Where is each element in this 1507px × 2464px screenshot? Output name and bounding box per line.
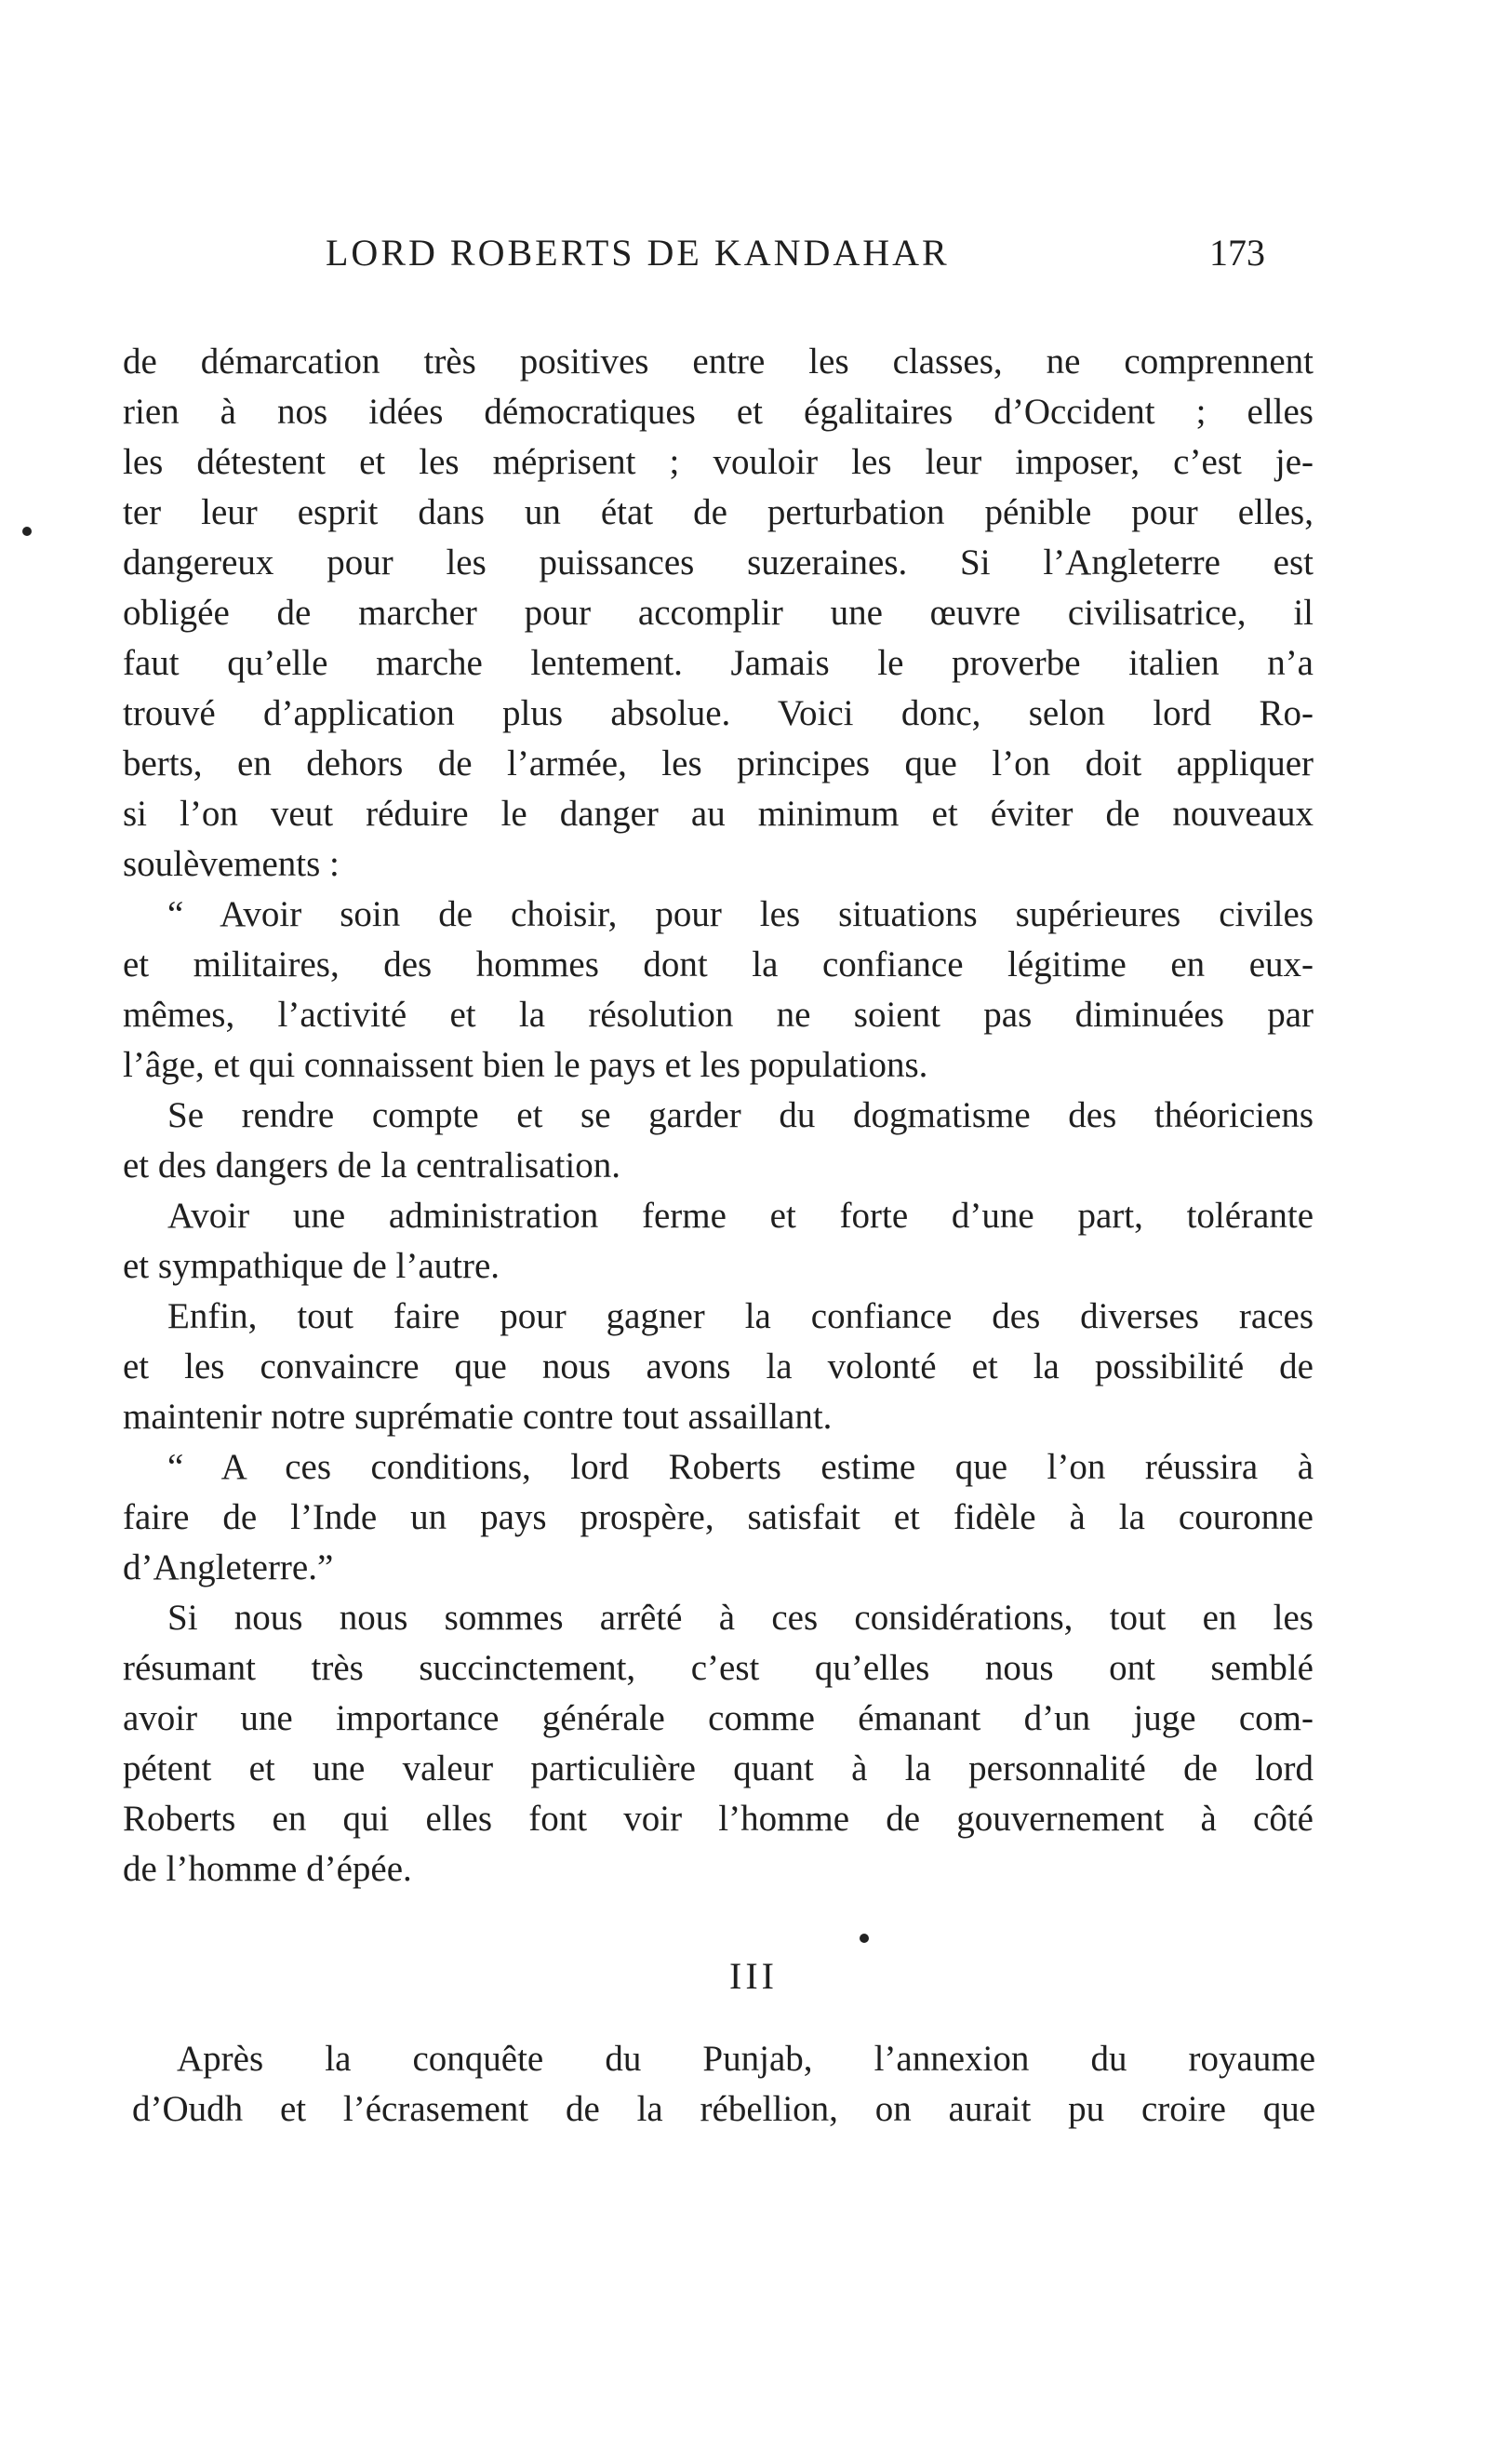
text-line: berts, en dehors de l’armée, les principes que l’on doit appliquer (123, 743, 1314, 783)
text-line: d’Angleterre.” (123, 1547, 334, 1587)
text-line: obligée de marcher pour accomplir une œuvre civilisatrice, il (123, 593, 1314, 633)
text-line: “ A ces conditions, lord Roberts estime que l’on réussira à (167, 1447, 1314, 1487)
text-line: Roberts en qui elles font voir l’homme de gouvernement à côté (123, 1799, 1314, 1839)
text-line: pétent et une valeur particulière quant à la personnalité de lord (123, 1748, 1314, 1788)
text-line: et les convaincre que nous avons la volonté et la possibilité de (123, 1346, 1314, 1386)
margin-mark-dot (22, 527, 32, 536)
text-line: de démarcation très positives entre les classes, ne comprennent (123, 341, 1314, 382)
text-line: maintenir notre suprématie contre tout assaillant. (123, 1397, 833, 1437)
text-line: rien à nos idées démocratiques et égalitaires d’Occident ; elles (123, 392, 1314, 432)
text-line: Enfin, tout faire pour gagner la confiance des diverses races (167, 1296, 1314, 1336)
text-line: et des dangers de la centralisation. (123, 1145, 620, 1185)
main-text (123, 337, 1314, 1895)
section-heading: III (729, 1955, 778, 1997)
text-line: “ Avoir soin de choisir, pour les situations supérieures civiles (167, 894, 1314, 934)
text-line: l’âge, et qui connaissent bien le pays et les populations. (123, 1045, 928, 1085)
text-line: Après la conquête du Punjab, l’annexion du royaume (177, 2039, 1315, 2079)
section-text (132, 2034, 1315, 2135)
text-line: Si nous nous sommes arrêté à ces considérations, tout en les (167, 1598, 1314, 1638)
paragraph (123, 890, 1314, 1091)
text-line: soulèvements : (123, 844, 340, 884)
paragraph (123, 1191, 1314, 1292)
paragraph (123, 1091, 1314, 1191)
text-line: faire de l’Inde un pays prospère, satisfait et fidèle à la couronne (123, 1497, 1314, 1537)
paragraph (123, 337, 1314, 890)
text-line: avoir une importance générale comme émanant d’un juge com- (123, 1698, 1314, 1738)
text-line: de l’homme d’épée. (123, 1849, 412, 1889)
text-line: d’Oudh et l’écrasement de la rébellion, on aurait pu croire que (132, 2089, 1315, 2129)
paragraph (123, 1593, 1314, 1895)
text-line: les détestent et les méprisent ; vouloir les leur imposer, c’est je- (123, 442, 1314, 482)
text-line: et sympathique de l’autre. (123, 1246, 500, 1286)
text-line: ter leur esprit dans un état de perturbation pénible pour elles, (123, 492, 1314, 532)
page-number: 173 (1209, 232, 1265, 274)
margin-mark-dot (860, 1934, 869, 1943)
running-head (0, 231, 1507, 287)
paragraph (123, 1292, 1314, 1442)
text-line: si l’on veut réduire le danger au minimum et éviter de nouveaux (123, 794, 1314, 834)
running-title: LORD ROBERTS DE KANDAHAR (326, 232, 950, 274)
paragraph (123, 1442, 1314, 1593)
text-line: dangereux pour les puissances suzeraines. Si l’Angleterre est (123, 542, 1314, 583)
text-line: résumant très succinctement, c’est qu’elles nous ont semblé (123, 1648, 1314, 1688)
text-line: et militaires, des hommes dont la confiance légitime en eux- (123, 944, 1314, 984)
text-line: Avoir une administration ferme et forte d’une part, tolérante (167, 1196, 1314, 1236)
text-line: faut qu’elle marche lentement. Jamais le proverbe italien n’a (123, 643, 1314, 683)
text-line: mêmes, l’activité et la résolution ne soient pas diminuées par (123, 995, 1314, 1035)
text-line: Se rendre compte et se garder du dogmatisme des théoriciens (167, 1095, 1314, 1135)
text-line: trouvé d’application plus absolue. Voici donc, selon lord Ro- (123, 693, 1314, 733)
